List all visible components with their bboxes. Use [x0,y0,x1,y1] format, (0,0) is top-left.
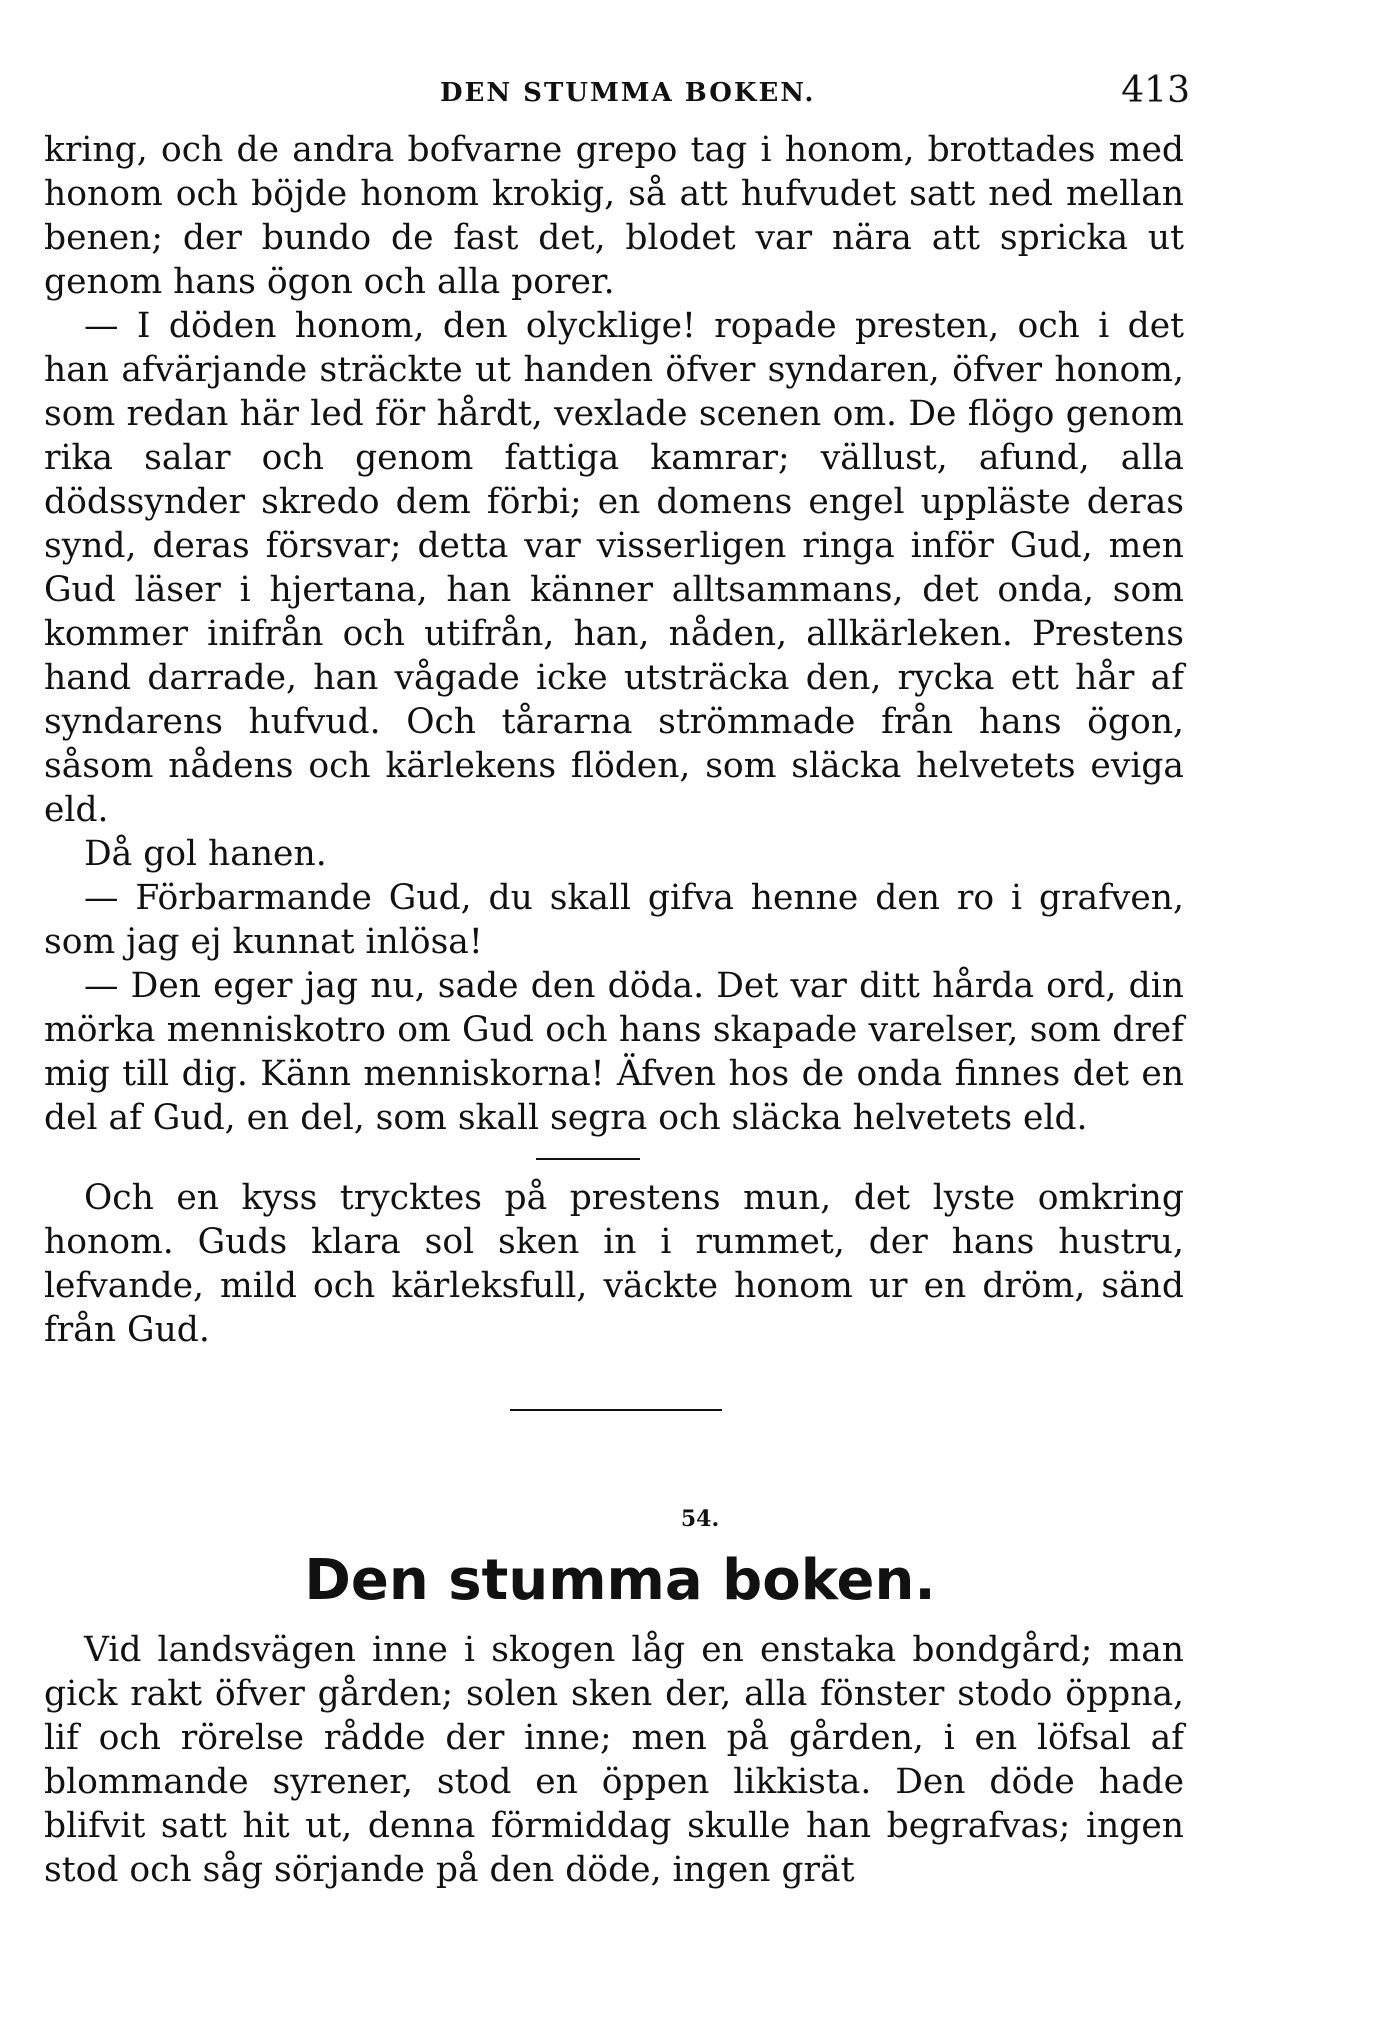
text-block-ending [44,1176,1184,1352]
story-divider [510,1409,722,1411]
text-block-story [44,1628,1184,1892]
paragraph: Då gol hanen. [84,834,327,874]
section-divider [536,1158,640,1160]
paragraph: Och en kyss trycktes på prestens mun, det lyste omkring honom. Guds klara sol sken in i rummet, der hans hustru, lefvande, mild och kärleksfull, väckte honom ur en dröm, sänd från Gud. [44,1178,1184,1350]
paragraph: kring, och de andra bofvarne grepo tag i honom, brottades med honom och böjde honom krokig, så att hufvudet satt ned mellan benen; der bundo de fast det, blodet var nära att spricka ut genom hans ögon och alla porer. [44,130,1184,302]
paragraph: Vid landsvägen inne i skogen låg en enstaka bondgård; man gick rakt öfver gården; solen sken der, alla fönster stodo öppna, lif och rörelse rådde der inne; men på gården, i en löfsal af blommande syrener, stod en öppen likkista. Den döde hade blifvit satt hit ut, denna förmiddag skulle han begrafvas; ingen stod och såg sörjande på den döde, ingen grät [44,1630,1184,1890]
text-block-continuation [44,128,1184,1140]
running-title: DEN STUMMA BOKEN. [440,78,816,108]
page-number: 413 [1121,70,1190,111]
paragraph: — Den eger jag nu, sade den döda. Det var ditt hårda ord, din mörka menniskotro om Gud och hans skapade varelser, som dref mig till dig. Känn menniskorna! Äfven hos de onda finnes det en del af Gud, en del, som skall segra och släcka helvetets eld. [44,966,1184,1138]
story-number: 54. [680,1506,720,1532]
paragraph: — Förbarmande Gud, du skall gifva henne den ro i grafven, som jag ej kunnat inlösa! [44,878,1184,962]
paragraph: — I döden honom, den olycklige! ropade presten, och i det han afvärjande sträckte ut handen öfver syndaren, öfver honom, som redan här led för hårdt, vexlade scenen om. De flögo genom rika salar och genom fattiga kamrar; vällust, afund, alla dödssynder skredo dem förbi; en domens engel uppläste deras synd, deras försvar; detta var visserligen ringa inför Gud, men Gud läser i hjertana, han känner alltsammans, det onda, som kommer inifrån och utifrån, han, nåden, allkärleken. Prestens hand darrade, han vågade icke utsträcka den, rycka ett hår af syndarens hufvud. Och tårarna strömmade från hans ögon, såsom nådens och kärlekens flöden, som släcka helvetets eviga eld. [44,306,1184,830]
story-title: Den stumma boken. [304,1548,936,1613]
running-head [40,70,1190,114]
